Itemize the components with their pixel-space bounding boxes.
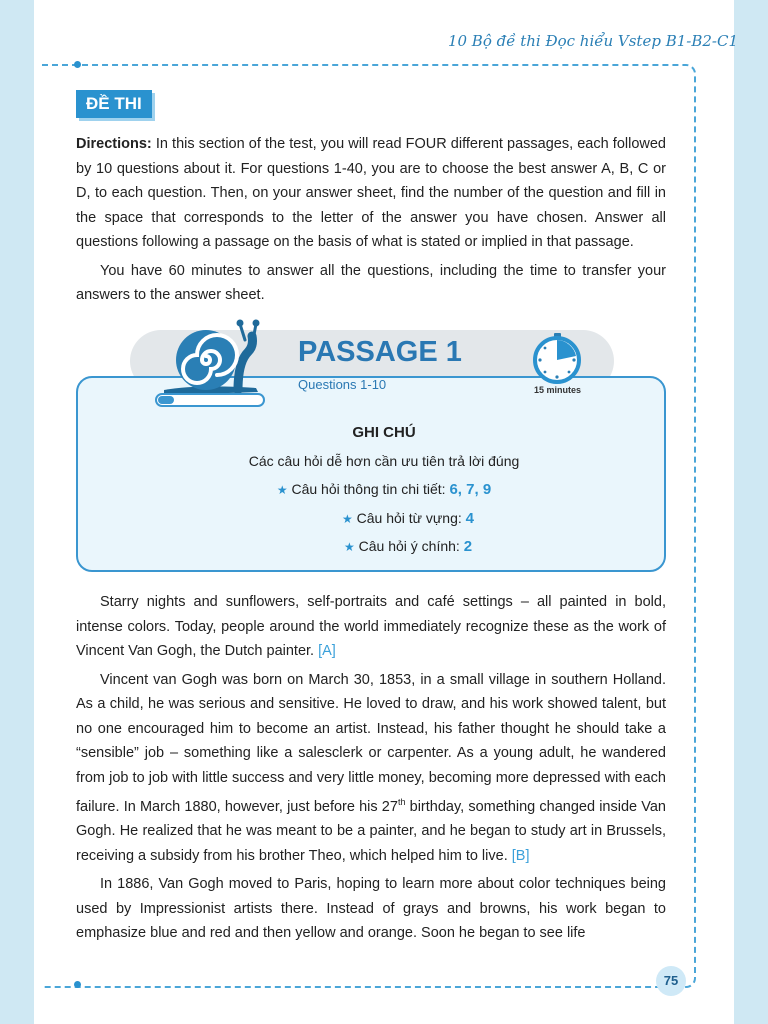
note-item-value: 6, 7, 9 [449,481,492,498]
paragraph-3: In 1886, Van Gogh moved to Paris, hoping to learn more about color techniques being used by Impressionist artists there. Instead of grays and browns, his work began to emphasize blue and red and then yellow and orange. Soon he began to see life [76,876,666,942]
paragraph-ref-b: [B] [511,847,530,864]
passage-questions: Questions 1-10 [298,377,387,392]
snail-icon [160,318,266,396]
page-number: 75 [656,966,686,996]
star-icon: ★ [341,512,353,526]
note-item-value: 4 [465,510,475,527]
notes-intro: Các câu hỏi dễ hơn cần ưu tiên trả lời đúng [248,453,520,469]
note-item-main-idea [0,538,768,555]
paragraph-2-text-a: Vincent van Gogh was born on March 30, 1853, in a small village in southern Holland. As a child, he was serious and sensitive. He loved to draw, and his work showed talent, but no one encouraged him to become an artist. Instead, his father thought he should take a “sensible” job – something like a salesclerk or carpenter. As a young adult, he wandered from job to job with little success and very little money, becoming more depressed with each failure. In March 1880, however, just before his 27 [76,671,666,815]
progress-fill [158,396,174,404]
note-item-vocab [0,510,768,527]
superscript-th: th [397,797,406,807]
note-item-value: 2 [463,538,473,555]
note-item-label: Câu hỏi ý chính: [358,538,464,554]
passage-time: 15 minutes [534,385,582,395]
progress-bar [155,393,265,407]
passage-body [76,590,666,946]
time-note: You have 60 minutes to answer all the questions, including the time to transfer your answers to the answer sheet. [76,262,666,303]
notes-title: GHI CHÚ [352,424,416,441]
star-icon: ★ [343,540,355,554]
frame-dot-top [74,61,81,68]
note-item-label: Câu hỏi từ vựng: [356,510,466,526]
paragraph-1-text: Starry nights and sunflowers, self-portraits and café settings – all painted in bold, intense colors. Today, people around the world immediately recognize these as the work of Vincent Van Gogh, the Dutch painter. [76,594,666,659]
directions-label: Directions: [76,136,152,152]
star-icon: ★ [276,483,288,497]
passage-title: PASSAGE 1 [298,336,462,368]
paragraph-1 [76,590,666,664]
paragraph-2 [76,668,666,869]
note-item-label: Câu hỏi thông tin chi tiết: [291,481,450,497]
directions-text: In this section of the test, you will read FOUR different passages, each followed by 10 questions about it. For questions 1-40, you are to choose the best answer A, B, C or D, to each question. Then, on your answer sheet, find the number of the question and fill in the space that corresponds to the letter of the answer you have chosen. Answer all questions following a passage on the basis of what is stated or implied in that passage. [76,136,666,250]
paragraph-ref-a: [A] [318,643,336,659]
frame-dot-bottom [74,981,81,988]
running-header: 10 Bộ đề thi Đọc hiểu Vstep B1-B2-C1 [447,32,738,50]
section-tag: ĐỀ THI [76,90,152,118]
paragraph-2-text-b: birthday, something changed inside Van Gogh. He realized that he was meant to be a painter, and he began to study art in Brussels, receiving a subsidy from his brother Theo, which helped him to live. [76,798,666,864]
note-item-detail [0,481,768,498]
directions-block [76,132,666,308]
stopwatch-icon [531,332,583,384]
